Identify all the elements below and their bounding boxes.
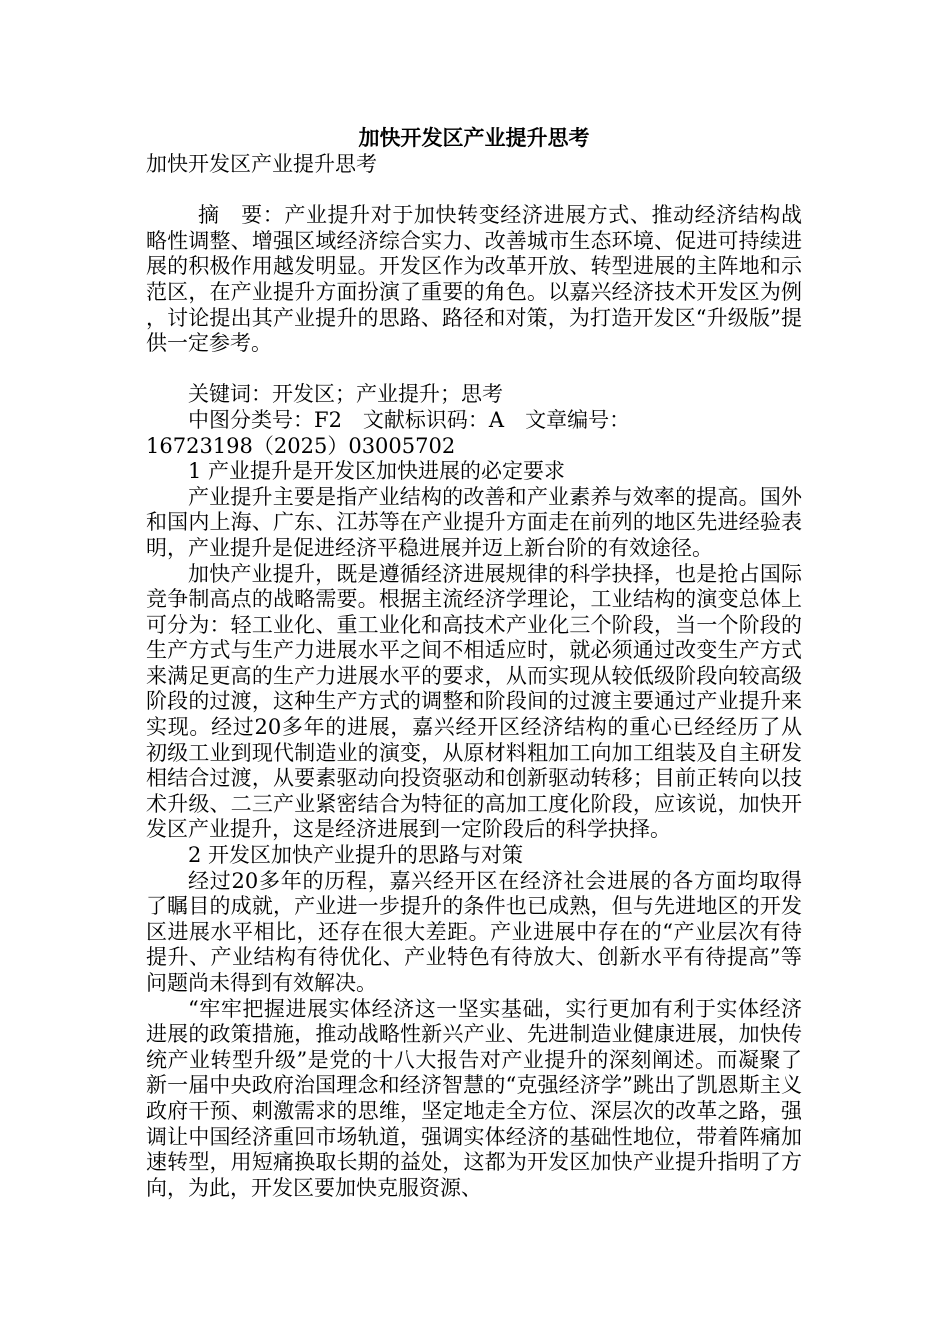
classification-line: 中图分类号：F2 文献标识码：A 文章编号： bbox=[188, 407, 631, 432]
paragraph-3: 经过20多年的历程，嘉兴经开区在经济社会进展的各方面均取得了瞩目的成就，产业进一步提升的条件也已成熟，但与先进地区的开发区进展水平相比，还存在很大差距。产业进展中存在的“产业层次有待提升、产业结构有待优化、产业特色有待放大、创新水平有待提高”等问题尚未得到有效解决。 bbox=[146, 868, 802, 995]
document-title: 加快开发区产业提升思考 bbox=[358, 125, 590, 150]
paragraph-2: 加快产业提升，既是遵循经济进展规律的科学抉择，也是抢占国际竞争制高点的战略需要。根据主流经济学理论，工业结构的演变总体上可分为：轻工业化、重工业化和高技术产业化三个阶段，当一个阶段的生产方式与生产力进展水平之间不相适应时，就必须通过改变生产方式来满足更高的生产力进展水平的要求，从而实现从较低级阶段向较高级阶段的过渡，这种生产方式的调整和阶段间的过渡主要通过产业提升来实现。经过20多年的进展，嘉兴经开区经济结构的重心已经经历了从初级工业到现代制造业的演变，从原材料粗加工向加工组装及自主研发相结合过渡，从要素驱动向投资驱动和创新驱动转移；目前正转向以技术升级、二三产业紧密结合为特征的高加工度化阶段，应该说，加快开发区产业提升，这是经济进展到一定阶段后的科学抉择。 bbox=[146, 561, 802, 842]
section-heading-2: 2 开发区加快产业提升的思路与对策 bbox=[188, 843, 524, 868]
section-heading-1: 1 产业提升是开发区加快进展的必定要求 bbox=[188, 459, 566, 484]
paragraph-4: “牢牢把握进展实体经济这一坚实基础，实行更加有利于实体经济进展的政策措施，推动战略性新兴产业、先进制造业健康进展，加快传统产业转型升级”是党的十八大报告对产业提升的深刻阐述。而凝聚了新一届中央政府治国理念和经济智慧的“克强经济学”跳出了凯恩斯主义政府干预、刺激需求的思维，坚定地走全方位、深层次的改革之路，强调让中国经济重回市场轨道，强调实体经济的基础性地位，带着阵痛加速转型，用短痛换取长期的益处，这都为开发区加快产业提升指明了方向，为此，开发区要加快克服资源、 bbox=[146, 996, 802, 1200]
document-body bbox=[146, 124, 802, 1201]
abstract-paragraph: 摘 要：产业提升对于加快转变经济进展方式、推动经济结构战略性调整、增强区域经济综合实力、改善城市生态环境、促进可持续进展的积极作用越发明显。开发区作为改革开放、转型进展的主阵地和示范区，在产业提升方面扮演了重要的角色。以嘉兴经济技术开发区为例，讨论提出其产业提升的思路、路径和对策，为打造开发区“升级版”提供一定参考。 bbox=[146, 203, 802, 356]
article-number-line: 16723198（2025）03005702 bbox=[146, 433, 456, 458]
document-subtitle: 加快开发区产业提升思考 bbox=[146, 152, 377, 176]
paragraph-1: 产业提升主要是指产业结构的改善和产业素养与效率的提高。国外和国内上海、广东、江苏等在产业提升方面走在前列的地区先进经验表明，产业提升是促进经济平稳进展并迈上新台阶的有效途径。 bbox=[146, 484, 802, 560]
keywords-line: 关键词：开发区；产业提升；思考 bbox=[188, 382, 503, 407]
blank-line bbox=[146, 178, 802, 204]
blank-line bbox=[146, 357, 802, 383]
